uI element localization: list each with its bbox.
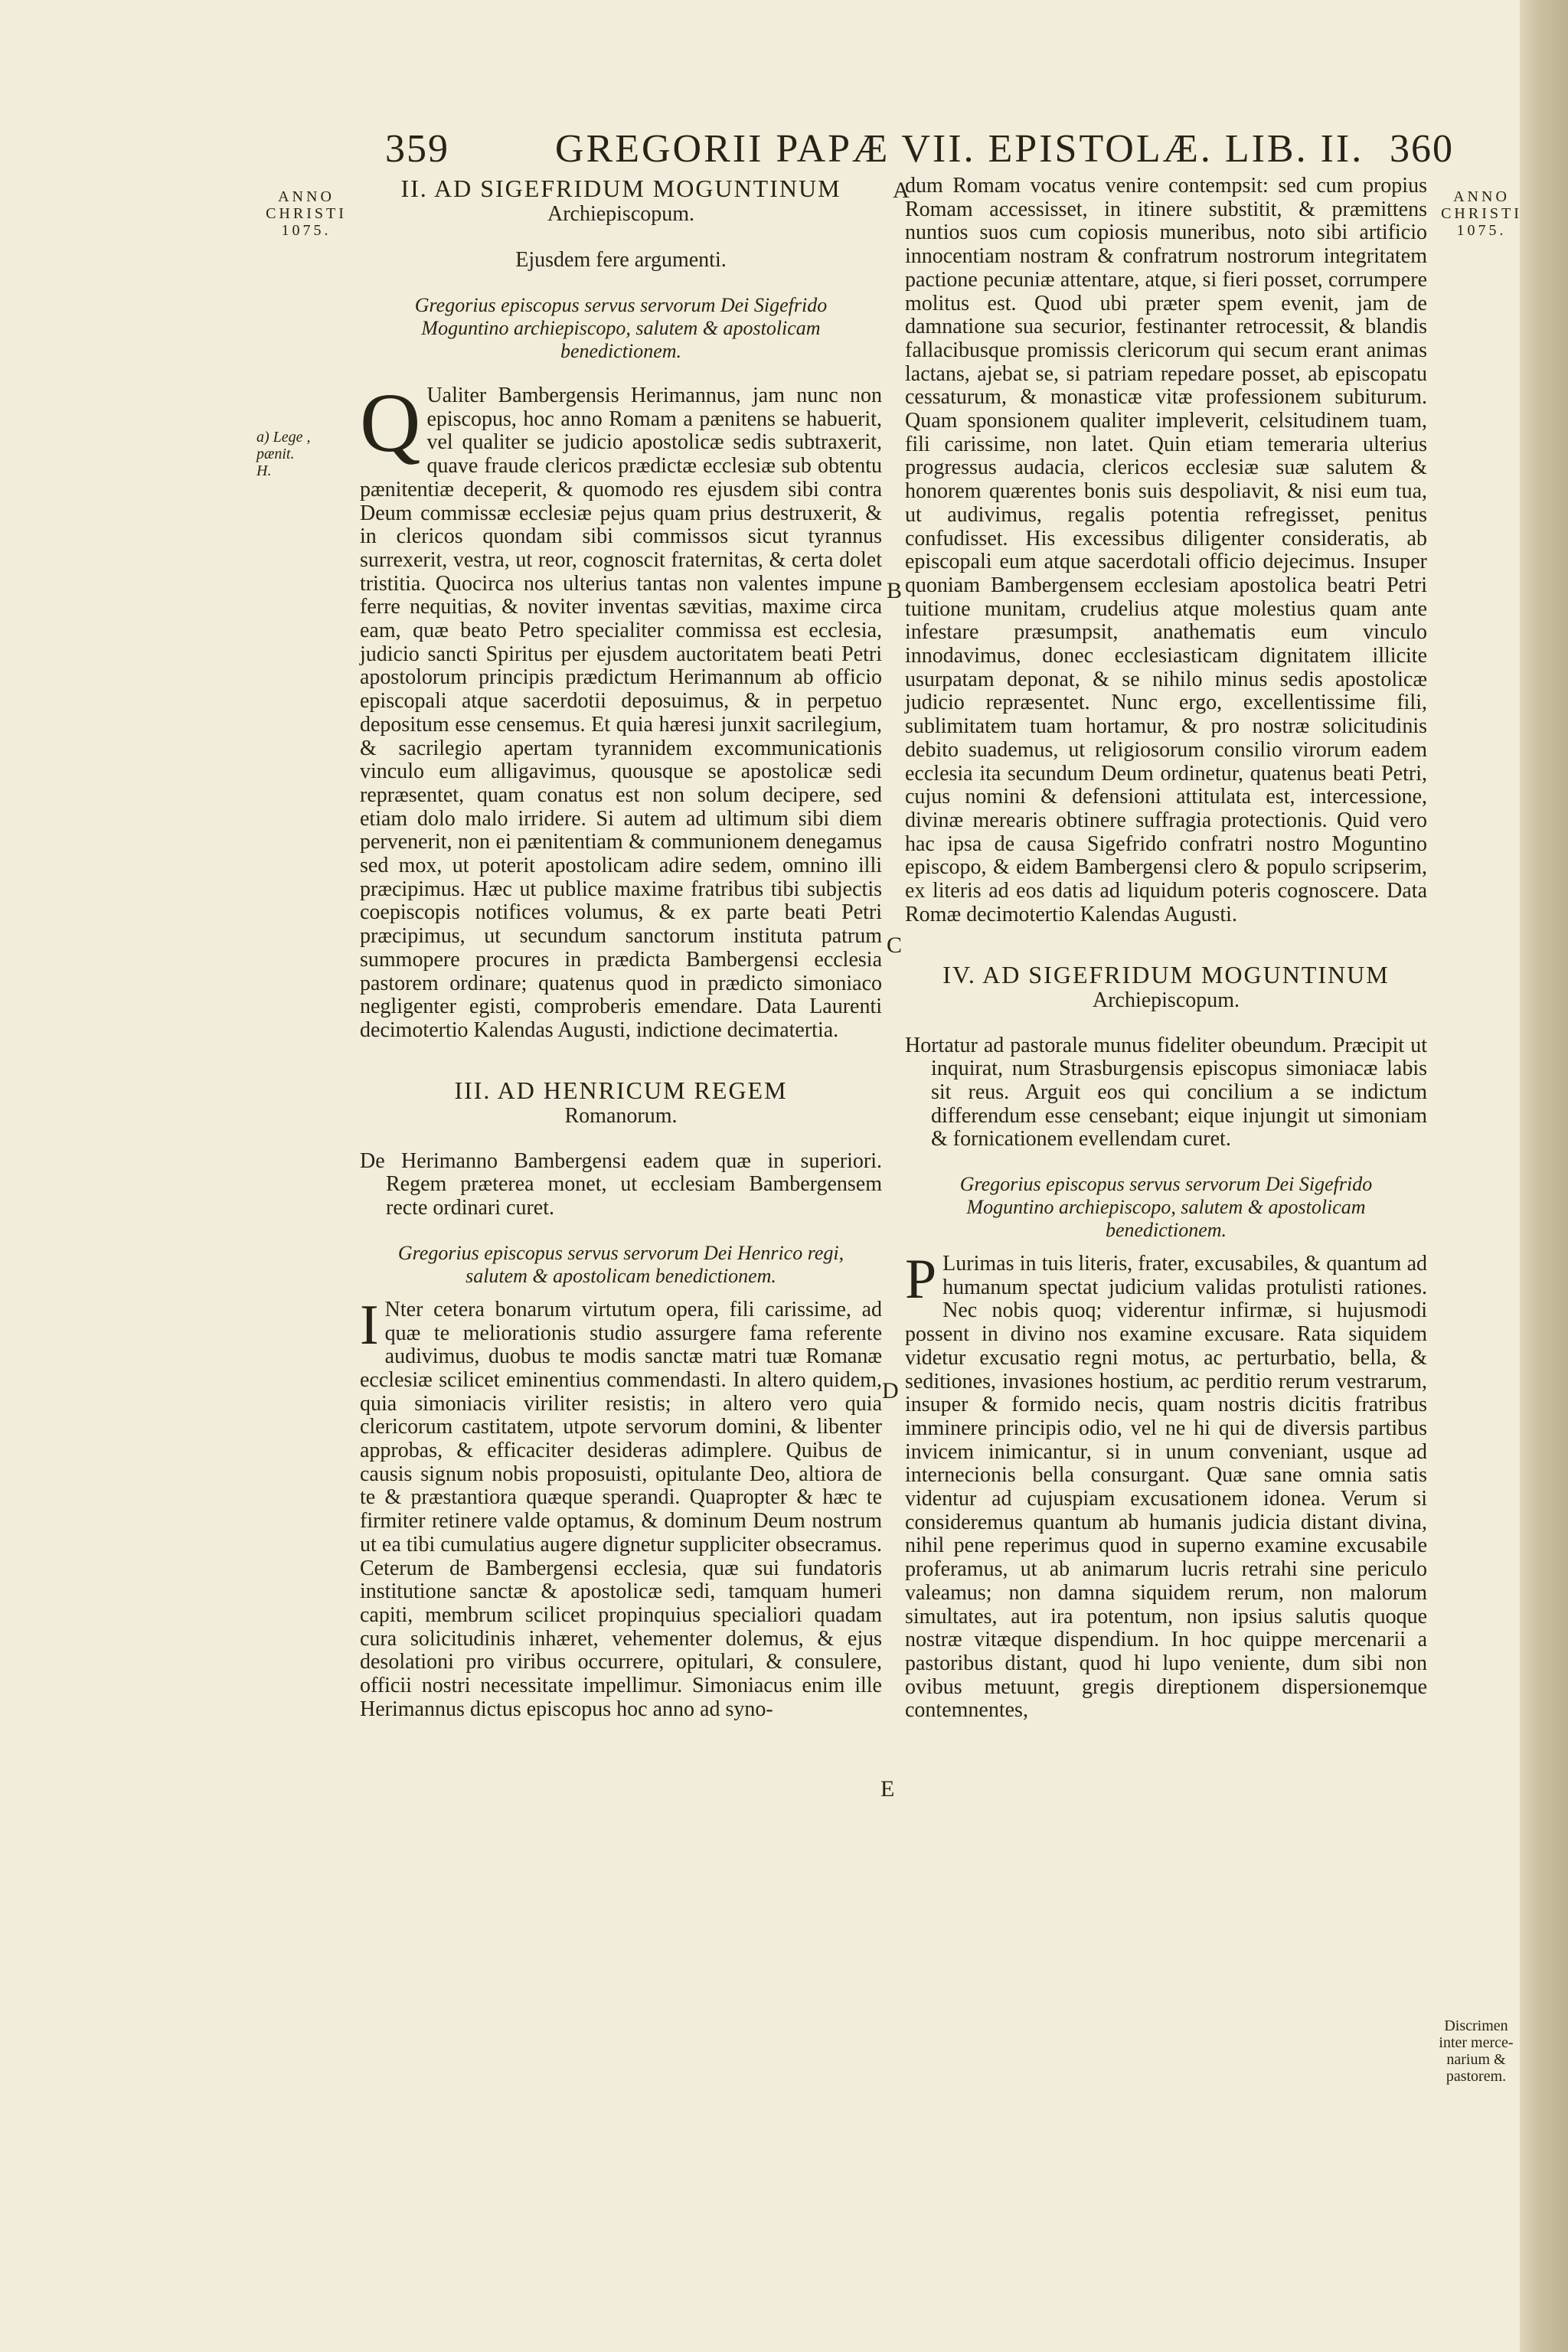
letter3-salutation: Gregorius episcopus servus servorum Dei Henrico regi, salutem & apostolicam benedictionem. bbox=[397, 1241, 844, 1287]
letter3-subheading: Romanorum. bbox=[564, 1103, 678, 1128]
side-note-discrimen: Discrimen inter merce- narium & pastorem. bbox=[1439, 2017, 1514, 2085]
letter3-continuation: dum Romam vocatus venire contempsit: sed cum propius Romam accessisset, in itinere substitit, & præmittens nuntios suos cum copiosis muneribus, noto sibi artificio innocentiam nostram & confratrum nostrorum integritatem pactione pecuniæ attentare, atque, si fieri posset, corrumpere molitus est. Quod ubi præter spem evenit, jam de damnatione sua securior, festinanter retrocessit, & blandis fallacibusque promissis clericorum qui secum erant animas lactans, ajebat se, si patriam repedare posset, ab episcopatu cessaturum, & monasticæ vitæ professionem subiturum. Quam sponsionem qualiter impleverit, celsitudinem tuam, fili carissime, non latet. Quin etiam temeraria ulterius progressus audacia, clericos ecclesiæ suæ salutem & honorem quærentes bonis suis despoliavit, & nisi eum tua, ut audivimus, regalis potentia refregisset, penitus confudisset. His excessibus diligenter consideratis, ab episcopali eum atque sacerdotali officio dejecimus. Insuper quoniam Bambergensem ecclesiam apostolica beatri Petri tuitione munitam, crudelius atque molestius quam ante infestare præsumpsit, anathematis eum vinculo innodavimus, donec ecclesiasticam dignitatem illicite usurpatam deponat, & se nihilo minus sedis apostolicæ judicio repræsentet. Nunc ergo, excellentissime fili, sublimitatem tuam hortamur, & pro nostræ solicitudinis debito suademus, ut religiosorum consilio virorum eadem ecclesia ita secundum Deum ordinetur, quatenus beati Petri, cujus nomini & defensioni attitulata est, intercessione, divinæ merearis obtinere suffragia protectionis. Quid vero hac ipsa de causa Sigefrido confratri nostro Moguntino episcopo, & eidem Bambergensi clero & populo scripserim, ex literis ad eos datis ad liquidum poteris cognoscere. Data Romæ decimotertio Kalendas Augusti. bbox=[905, 174, 1427, 926]
letter4-body bbox=[905, 1248, 1427, 1723]
section-letter-a: A bbox=[893, 178, 910, 203]
letter2-salutation: Gregorius episcopus servus servorum Dei Sigefrido Moguntino archiepiscopo, salutem & apostolicam benedictionem. bbox=[414, 294, 828, 362]
letter2-summary: Ejusdem fere argumenti. bbox=[515, 248, 727, 272]
letter4-subheading: Archiepiscopum. bbox=[1092, 988, 1240, 1012]
letter2-subheading: Archiepiscopum. bbox=[547, 202, 695, 226]
letter3-text: Nter cetera bonarum virtutum opera, fili carissime, ad quæ te meliorationis studio assurgere fama referente audivimus, duobus te modis sanctæ matri tuæ Romanæ ecclesiæ scilicet eminentius commendasti. In altero quidem, quia simoniacis viriliter resistis; in altero vero quia clericorum castitatem, utpote servorum domini, & libenter approbas, & efficaciter desideras adimplere. Quibus de causis signum nobis proposuisti, opitulante Deo, altiora de te & præstantiora quæque sperandi. Quapropter & hæc te firmiter retinere valde optamus, & dominum Deum nostrum ut ea tibi cumulatius augere dignetur suppliciter obsecramus. Ceterum de Bambergensi ecclesia, quæ sui fundatoris institutione sanctæ & apostolicæ sedi, tamquam humeri capiti, membrum scilicet propinquius specialiori quadam cura solicitudinis inhæret, vehementer dolemus, & ejus desolationi pro viribus occurrere, opitulari, & consulere, officii nostri necessitate impellimur. Simoniacus enim ille Herimannus dictus episcopus hoc anno ad syno- bbox=[360, 1297, 882, 1721]
letter3-dropcap: I bbox=[360, 1293, 379, 1357]
letter3-heading: III. AD HENRICUM REGEM bbox=[454, 1076, 788, 1104]
anno-christi-right: ANNO CHRISTI 1075. bbox=[1441, 188, 1522, 239]
section-letter-e: E bbox=[880, 1776, 895, 1802]
letter2-text: Ualiter Bambergensis Herimannus, jam nunc non episcopus, hoc anno Romam a pænitens se habuerit, vel qualiter se judicio apostolicæ sedis subtraxerit, quave fraude clericos prædictæ ecclesiæ sub obtentu pænitentiæ deceperit, & quomodo res ejusdem sibi contra Deum commissæ ecclesiæ pejus quam prius destruxerit, & in clericos quondam sibi commissos sicut tyrannus surrexerit, vestra, ut reor, cognoscit fraternitas, & certa dolet tristitia. Quocirca nos ulterius tantas non valentes impune ferre nequitias, & noviter inventas sævitias, maxime circa eam, quæ beato Petro specialiter commissa est ecclesia, judicio sancti Spiritus per ejusdem auctoritatem beati Petri apostolorum principis prædictum Herimannum ab officio episcopali atque sacerdotii deposuimus, & in perpetuo depositum esse censemus. Et quia hæresi junxit sacrilegium, & sacrilegio apertam tyrannidem excommunicationis vinculo eum alligavimus, quousque se apostolicæ sedi repræsentet, quam conatus est non solum decipere, sed etiam dolo malo irridere. Si autem ad ultimum sibi diem pervenerit, non ei pænitentiam & communionem denegamus sed mox, ut poterit apostolicam adire sedem, omnino illi præcipimus. Hæc ut publice maxime fratribus tibi subjectis coepiscopis notifices volumus, & ex parte beati Petri præcipimus, ut secundum sanctorum instituta patrum summopere procures in prædicta Bambergensi ecclesia pastorem ordinare; quatenus quod in prædicto simoniaco negligenter egisti, comproberis emendare. Data Laurenti decimotertio Kalendas Augusti, indictione decimatertia. bbox=[360, 384, 882, 1042]
section-letter-c: C bbox=[887, 933, 903, 958]
page-number-right: 360 bbox=[1390, 127, 1454, 171]
left-column bbox=[360, 175, 882, 1721]
letter4-summary: Hortatur ad pastorale munus fideliter obeundum. Præcipit ut inquirat, num Strasburgensis episcopus simoniacæ labis sit reus. Arguit eos qui concilium a se indictum differendum esse censebant; eique injungit ut simoniam & fornicationem evellendam curet. bbox=[905, 1033, 1427, 1152]
next-page-edge bbox=[1520, 0, 1568, 2352]
section-letter-b: B bbox=[887, 578, 903, 603]
letter2-heading: II. AD SIGEFRIDUM MOGUNTINUM bbox=[400, 175, 841, 202]
letter4-dropcap: P bbox=[905, 1248, 937, 1312]
footnote-marker-note: a) Lege , pænit. H. bbox=[256, 429, 311, 479]
running-title: GREGORII PAPÆ VII. EPISTOLÆ. LIB. II. bbox=[555, 127, 1364, 171]
letter2-body bbox=[360, 376, 882, 1043]
letter4-heading: IV. AD SIGEFRIDUM MOGUNTINUM bbox=[942, 960, 1390, 988]
right-column bbox=[905, 175, 1427, 1723]
letter2-dropcap: Q bbox=[360, 376, 421, 469]
letter4-text: Lurimas in tuis literis, frater, excusabiles, & quantum ad humanum spectat judicium validas protulisti rationes. Nec nobis quoq; viderentur infirmæ, si hujusmodi possent in divino nos examine excusare. Rata siquidem videtur excusatio regni motus, ac perturbatio, bella, & seditiones, invasiones hostium, ac perditio rerum vestrarum, insuper & formido necis, quam nostris dicitis fratribus imminere principis odio, vel ne hi qui de diversis partibus invicem inimicantur, si in unum conveniant, usque ad internecionis bella consurgant. Quæ sane omnia satis videntur ad cujuspiam excusationem idonea. Verum si consideremus quantum ab humanis judicia distant divina, nihil pene reperimus quod in superno examine excusabile proferamus, ut ab animarum lucris retrahi sine periculo valeamus; non damna siquidem rerum, non malorum simultates, aut ira potentum, non ipsius salutis quoque nostræ vitæque dispendium. In hoc quippe mercenarii a pastoribus distant, quod hi lupo veniente, dum sibi non ovibus metuunt, gregis direptionem dispersionemque contemnentes, bbox=[905, 1252, 1427, 1723]
section-letter-d: D bbox=[882, 1378, 899, 1403]
letter3-summary: De Herimanno Bambergensi eadem quæ in superiori. Regem præterea monet, ut ecclesiam Bambergensem recte ordinari curet. bbox=[360, 1148, 882, 1220]
letter3-body bbox=[360, 1293, 882, 1722]
letter4-salutation: Gregorius episcopus servus servorum Dei Sigefrido Moguntino archiepiscopo, salutem & apostolicam benedictionem. bbox=[959, 1173, 1373, 1242]
anno-christi-left: ANNO CHRISTI 1075. bbox=[266, 188, 347, 239]
page-number-left: 359 bbox=[385, 127, 449, 171]
